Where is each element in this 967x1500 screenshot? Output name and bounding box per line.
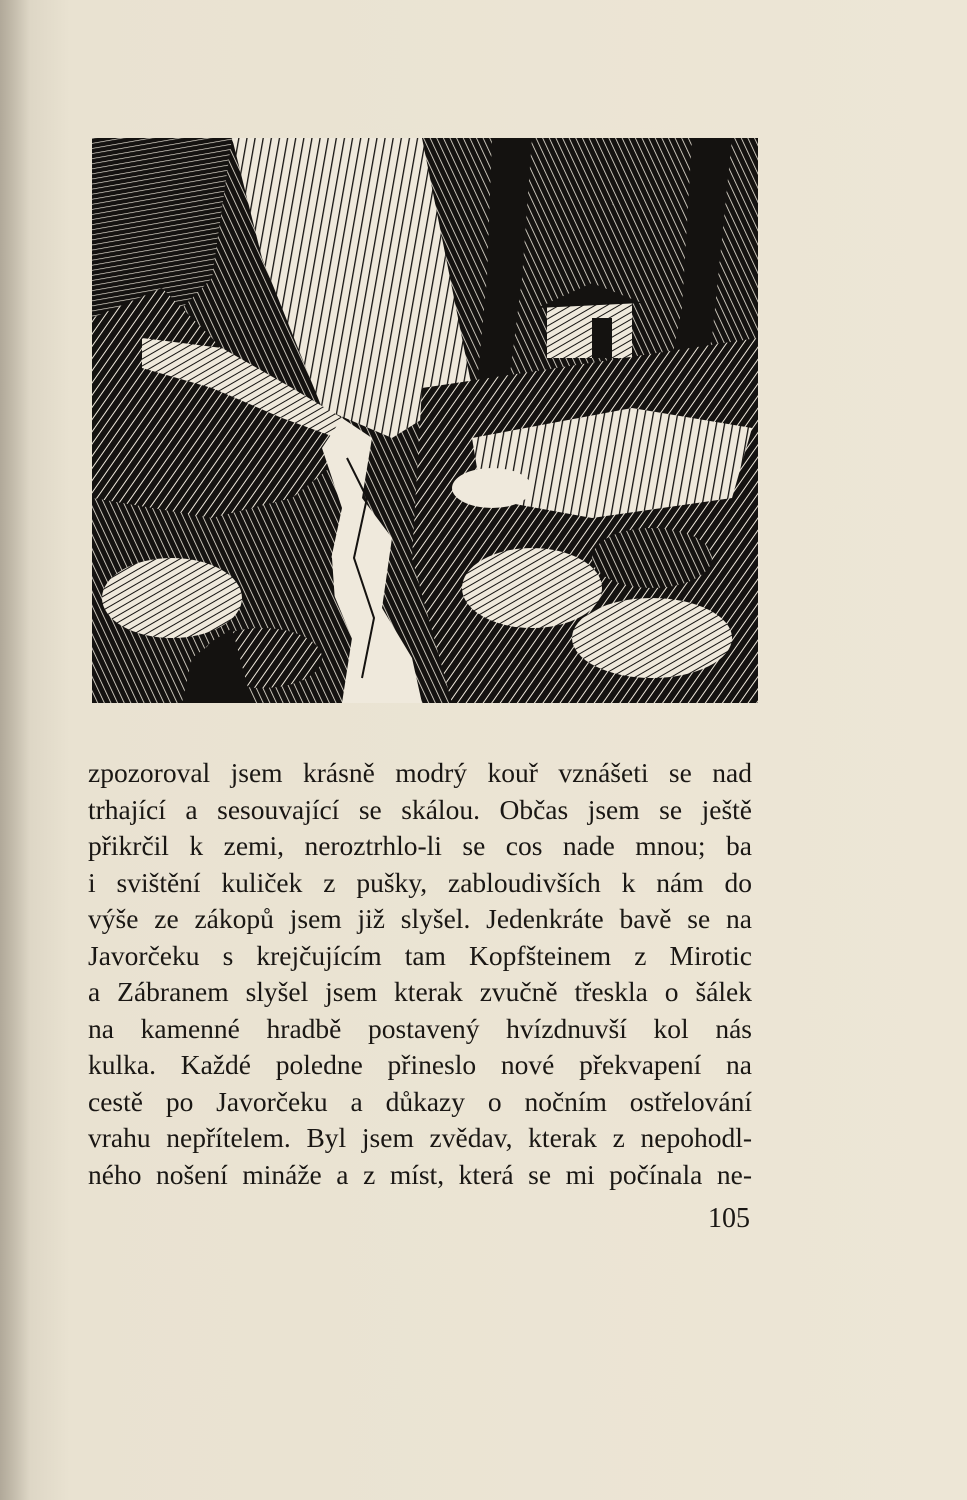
text-line: trhající a sesouvající se skálou. Občas jsem se ještě — [88, 793, 752, 825]
text-line: na kamenné hradbě postavený hvízdnuvší kol nás — [88, 1012, 752, 1044]
woodcut-illustration — [92, 138, 758, 703]
woodcut-landscape-icon — [92, 138, 758, 703]
text-line: zpozoroval jsem krásně modrý kouř vznášeti se nad — [88, 757, 752, 788]
text-line: vrahu nepřítelem. Byl jsem zvědav, kterak z nepohodl- — [88, 1122, 752, 1153]
text-line: výše ze zákopů jsem již slyšel. Jedenkráte bavě se na — [88, 903, 752, 934]
text-line: kulka. Každé poledne přineslo nové překvapení na — [88, 1049, 752, 1080]
page-number: 105 — [708, 1203, 750, 1234]
text-line: Javorčeku s krejčujícím tam Kopfšteinem z Mirotic — [88, 939, 752, 971]
text-line: a Zábranem slyšel jsem kterak zvučně třeskla o šálek — [88, 976, 752, 1007]
gutter-shadow — [0, 0, 30, 1500]
text-line: přikrčil k zemi, neroztrhlo-li se cos nade mnou; ba — [88, 830, 752, 861]
text-line: i svištění kuliček z pušky, zabloudivších k nám do — [88, 866, 752, 898]
text-line: cestě po Javorčeku a důkazy o nočním ostřelování — [88, 1085, 752, 1117]
text-line: ného nošení mináže a z míst, která se mi počínala ne- — [88, 1158, 752, 1190]
body-text — [88, 755, 752, 1193]
